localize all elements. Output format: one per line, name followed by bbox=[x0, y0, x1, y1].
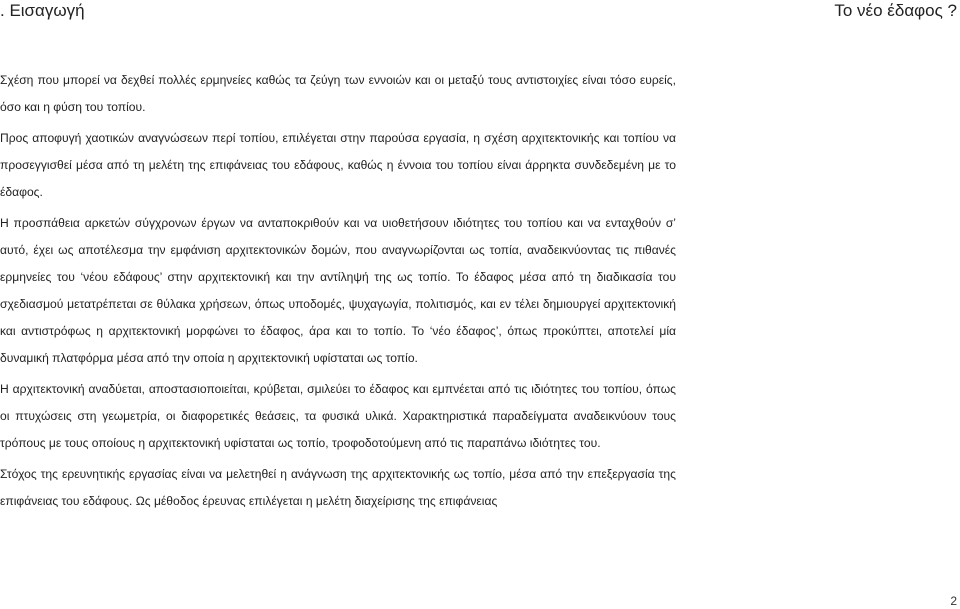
body-text bbox=[0, 67, 676, 519]
page-header bbox=[0, 0, 960, 26]
page-number: 2 bbox=[950, 594, 957, 608]
paragraph: Στόχος της ερευνητικής εργασίας είναι να μελετηθεί η ανάγνωση της αρχιτεκτονικής ως τοπίο, μέσα από την επεξεργασία της επιφάνειας του εδάφους. Ως μέθοδος έρευνας επιλέγεται η μελέτη διαχείρισης της επιφάνειας bbox=[0, 467, 676, 508]
paragraph: Η προσπάθεια αρκετών σύγχρονων έργων να ανταποκριθούν και να υιοθετήσουν ιδιότητες του τοπίου και να ενταχθούν σ’ αυτό, έχει ως αποτέλεσμα την εμφάνιση αρχιτεκτονικών δομών, που αναγνωρίζονται ως τοπία, αναδεικνύοντας τις πιθανές ερμηνείες του ‘νέου εδάφους’ στην αρχιτεκτονική και την αντίληψή της ως τοπίο. Το έδαφος μέσα από τη διαδικασία του σχεδιασμού μετατρέπεται σε θύλακα χρήσεων, όπως υποδομές, ψυχαγωγία, πολιτισμός, και εν τέλει δημιουργεί αρχιτεκτονική και αντιστρόφως η αρχιτεκτονική μορφώνει το έδαφος, άρα και το τοπίο. Το ‘νέο έδαφος’, όπως προκύπτει, αποτελεί μία δυναμική πλατφόρμα μέσα από την οποία η αρχιτεκτονική υφίσταται ως τοπίο. bbox=[0, 216, 676, 365]
paragraph: Η αρχιτεκτονική αναδύεται, αποστασιοποιείται, κρύβεται, σμιλεύει το έδαφος και εμπνέεται από τις ιδιότητες του τοπίου, όπως οι πτυχώσεις στη γεωμετρία, οι διαφορετικές θεάσεις, τα φυσικά υλικά. Χαρακτηριστικά παραδείγματα αναδεικνύουν τους τρόπους με τους οποίους η αρχιτεκτονική υφίσταται ως τοπίο, τροφοδοτούμενη από τις παραπάνω ιδιότητες του. bbox=[0, 382, 676, 450]
chapter-title: Το νέο έδαφος ? bbox=[834, 1, 957, 20]
paragraph: Προς αποφυγή χαοτικών αναγνώσεων περί τοπίου, επιλέγεται στην παρούσα εργασία, η σχέση αρχιτεκτονικής και τοπίου να προσεγγισθεί μέσα από τη μελέτη της επιφάνειας του εδάφους, καθώς η έννοια του τοπίου είναι άρρηκτα συνδεδεμένη με το έδαφος. bbox=[0, 131, 676, 199]
section-title: . Εισαγωγή bbox=[0, 1, 85, 20]
paragraph: Σχέση που μπορεί να δεχθεί πολλές ερμηνείες καθώς τα ζεύγη των εννοιών και οι μεταξύ τους αντιστοιχίες είναι τόσο ευρείς, όσο και η φύση του τοπίου. bbox=[0, 73, 676, 114]
